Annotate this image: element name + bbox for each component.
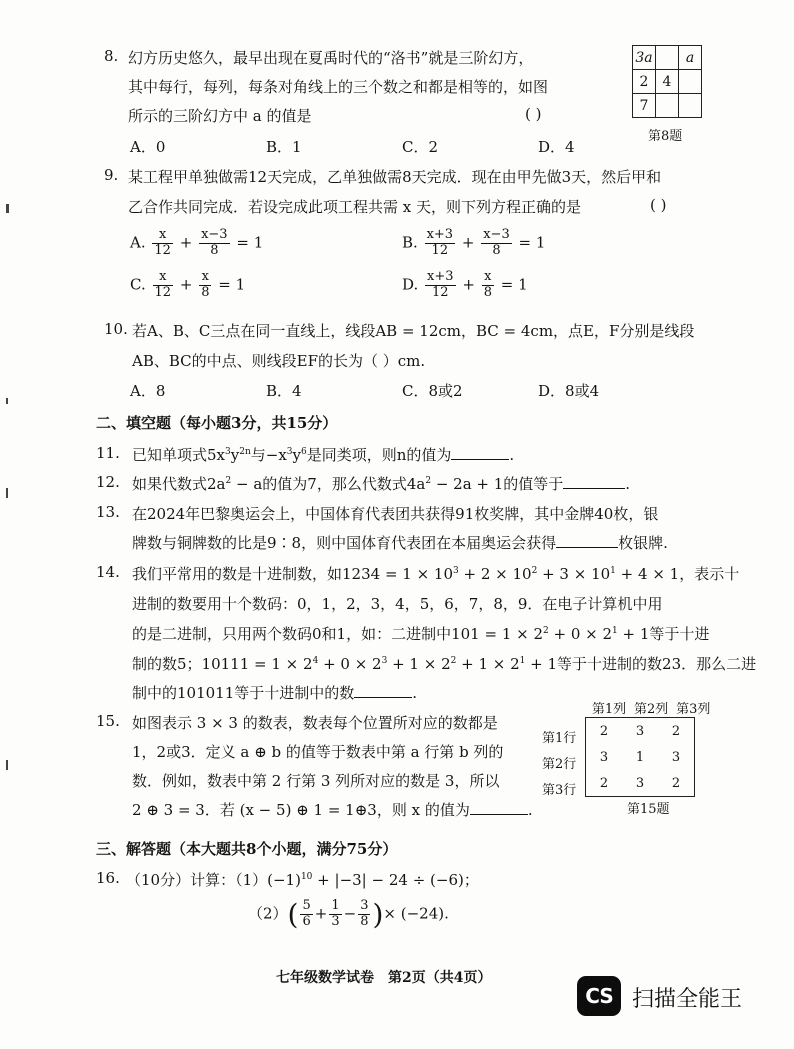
table-cell: 3 — [635, 775, 645, 791]
table-cell: 2 — [671, 723, 681, 739]
q9-option-b: B. $\frac{x+3}{12}$ + $\frac{x-3}{8}$ = 1 — [402, 227, 546, 258]
q15-line1: 如图表示 3 × 3 的数表，数表每个位置所对应的数都是 — [132, 714, 498, 732]
q10-line2: AB、BC的中点、则线段EF的长为（ ）cm. — [132, 352, 426, 370]
magic-cell: 4 — [656, 70, 679, 94]
q12-number: 12. — [96, 473, 120, 491]
q14-line1: 我们平常用的数是十进制数，如$1234 = 1 \times 10^3 + 2 \times 10^2 + 3 \times 10^1 + 4 \times 1$，表示十 — [132, 565, 740, 583]
margin-mark — [6, 398, 8, 404]
magic-cell: 3a — [633, 46, 656, 70]
q14-line4: 制的数5；$10111 = 1 \times 2^4 + 0 \times 2^3 + 1 \times 2^2 + 1 \times 2^1 + 1$等于十进制的数23．那么二进 — [132, 655, 757, 673]
q14-number: 14. — [96, 563, 120, 581]
section-2-heading: 二、填空题（每小题3分，共15分） — [96, 414, 338, 432]
q8-magic-square — [632, 45, 702, 118]
q14-line3: 的是二进制，只用两个数码0和1，如：二进制中$101 = 1 \times 2^2 + 0 \times 2^1 + 1$等于十进 — [132, 625, 710, 643]
q11-text: 已知单项式$5x^3y^{2n}$与$-x^3y^6$是同类项，则n的值为 . — [132, 446, 515, 464]
q8-caption: 第8题 — [648, 129, 683, 144]
row-header: 第2行 — [542, 757, 577, 772]
q10-option-c: C．8或2 — [402, 382, 463, 400]
q8-number: 8. — [104, 47, 119, 65]
q10-option-a: A．8 — [130, 382, 166, 400]
camscanner-logo — [577, 976, 621, 1016]
q10-number: 10. — [104, 320, 128, 338]
q15-row-headers — [542, 726, 576, 804]
q16-part2: （2）( $\frac{5}{6}$ + $\frac{1}{3}$ − $\frac{3}{8}$ )× (−24). — [248, 898, 449, 931]
magic-cell — [679, 70, 702, 94]
q8-option-b: B．1 — [266, 138, 302, 156]
q9-answer-paren: ( ) — [650, 196, 667, 214]
q8-option-d: D．4 — [538, 138, 575, 156]
table-cell: 3 — [635, 723, 645, 739]
magic-cell — [679, 94, 702, 118]
q15-column-headers — [590, 698, 712, 717]
column-header: 第1列 — [591, 702, 627, 717]
page-footer: 七年级数学试卷 第2页（共4页） — [276, 970, 492, 986]
magic-cell — [656, 94, 679, 118]
row-header: 第3行 — [542, 783, 577, 798]
q11-number: 11. — [96, 444, 120, 462]
magic-cell: 7 — [633, 94, 656, 118]
row-header: 第1行 — [542, 731, 577, 746]
q13-answer-blank[interactable] — [556, 547, 618, 548]
margin-mark — [6, 204, 9, 213]
q11-answer-blank[interactable] — [451, 459, 509, 460]
q16-part1: （10分）计算：$(1)(-1)^{10} + |-3| - 24 \div (-6)$； — [126, 871, 479, 889]
q8-line3: 所示的三阶幻方中 a 的值是 — [128, 107, 312, 125]
q8-line2: 其中每行，每列，每条对角线上的三个数之和都是相等的，如图 — [128, 78, 549, 96]
q13-line2: 牌数与铜牌数的比是9∶8，则中国体育代表团在本届奥运会获得 枚银牌. — [132, 534, 668, 552]
q15-line4: 2 ⊕ 3 = 3．若 (x − 5) ⊕ 1 = 1⊕3，则 x 的值为 . — [132, 801, 533, 819]
q9-option-a: A. $\frac{x}{12}$ + $\frac{x-3}{8}$ = 1 — [130, 227, 264, 258]
q15-caption: 第15题 — [627, 802, 670, 817]
magic-cell: a — [679, 46, 702, 70]
q10-line1: 若A、B、C三点在同一直线上，线段AB = 12cm，BC = 4cm，点E，F分别是线段 — [132, 322, 695, 340]
table-cell: 2 — [599, 775, 609, 791]
table-cell: 3 — [671, 749, 681, 765]
magic-cell — [656, 46, 679, 70]
q10-option-b: B．4 — [266, 382, 302, 400]
table-cell: 1 — [635, 749, 645, 765]
q13-number: 13. — [96, 503, 120, 521]
table-cell: 2 — [599, 723, 609, 739]
q9-number: 9. — [104, 166, 119, 184]
q14-line2: 进制的数要用十个数码：0，1，2，3，4，5，6，7，8，9．在电子计算机中用 — [132, 595, 663, 613]
column-header: 第2列 — [634, 702, 669, 717]
q9-line2: 乙合作共同完成．若设完成此项工程共需 x 天，则下列方程正确的是 — [128, 198, 581, 216]
q8-line1: 幻方历史悠久，最早出现在夏禹时代的“洛书”就是三阶幻方， — [128, 49, 534, 67]
q14-answer-blank[interactable] — [354, 697, 412, 698]
q14-line5: 制中的101011等于十进制中的数 . — [132, 684, 418, 702]
table-cell: 2 — [671, 775, 681, 791]
q15-number: 15. — [96, 712, 120, 730]
q12-answer-blank[interactable] — [563, 488, 625, 489]
margin-mark — [6, 760, 8, 770]
table-cell: 3 — [599, 749, 609, 765]
q8-option-a: A．0 — [130, 138, 166, 156]
q8-option-c: C．2 — [402, 138, 439, 156]
q9-option-d: D. $\frac{x+3}{12}$ + $\frac{x}{8}$ = 1 — [402, 269, 528, 300]
section-3-heading: 三、解答题（本大题共8个小题，满分75分） — [96, 840, 398, 858]
q15-line2: 1，2或3．定义 a ⊕ b 的值等于数表中第 a 行第 b 列的 — [132, 743, 504, 761]
q15-number-table — [585, 717, 695, 797]
q15-line3: 数．例如，数表中第 2 行第 3 列所对应的数是 3，所以 — [132, 772, 500, 790]
magic-cell: 2 — [633, 70, 656, 94]
q15-answer-blank[interactable] — [470, 814, 528, 815]
cs-logo-icon: CS — [577, 976, 621, 1016]
column-header: 第3列 — [676, 702, 711, 717]
q9-line1: 某工程甲单独做需12天完成，乙单独做需8天完成．现在由甲先做3天，然后甲和 — [128, 168, 662, 186]
q16-number: 16. — [96, 869, 120, 887]
q8-answer-paren: ( ) — [525, 105, 542, 123]
q13-line1: 在2024年巴黎奥运会上，中国体育代表团共获得91枚奖牌，其中金牌40枚，银 — [132, 505, 659, 523]
watermark-text: 扫描全能王 — [632, 987, 743, 1012]
margin-mark — [6, 488, 8, 498]
q12-text: 如果代数式$2a^2 - a$的值为7，那么代数式$4a^2 - 2a + 1$的值等于 . — [132, 475, 631, 493]
q10-option-d: D．8或4 — [538, 382, 600, 400]
q9-option-c: C. $\frac{x}{12}$ + $\frac{x}{8}$ = 1 — [130, 269, 246, 300]
